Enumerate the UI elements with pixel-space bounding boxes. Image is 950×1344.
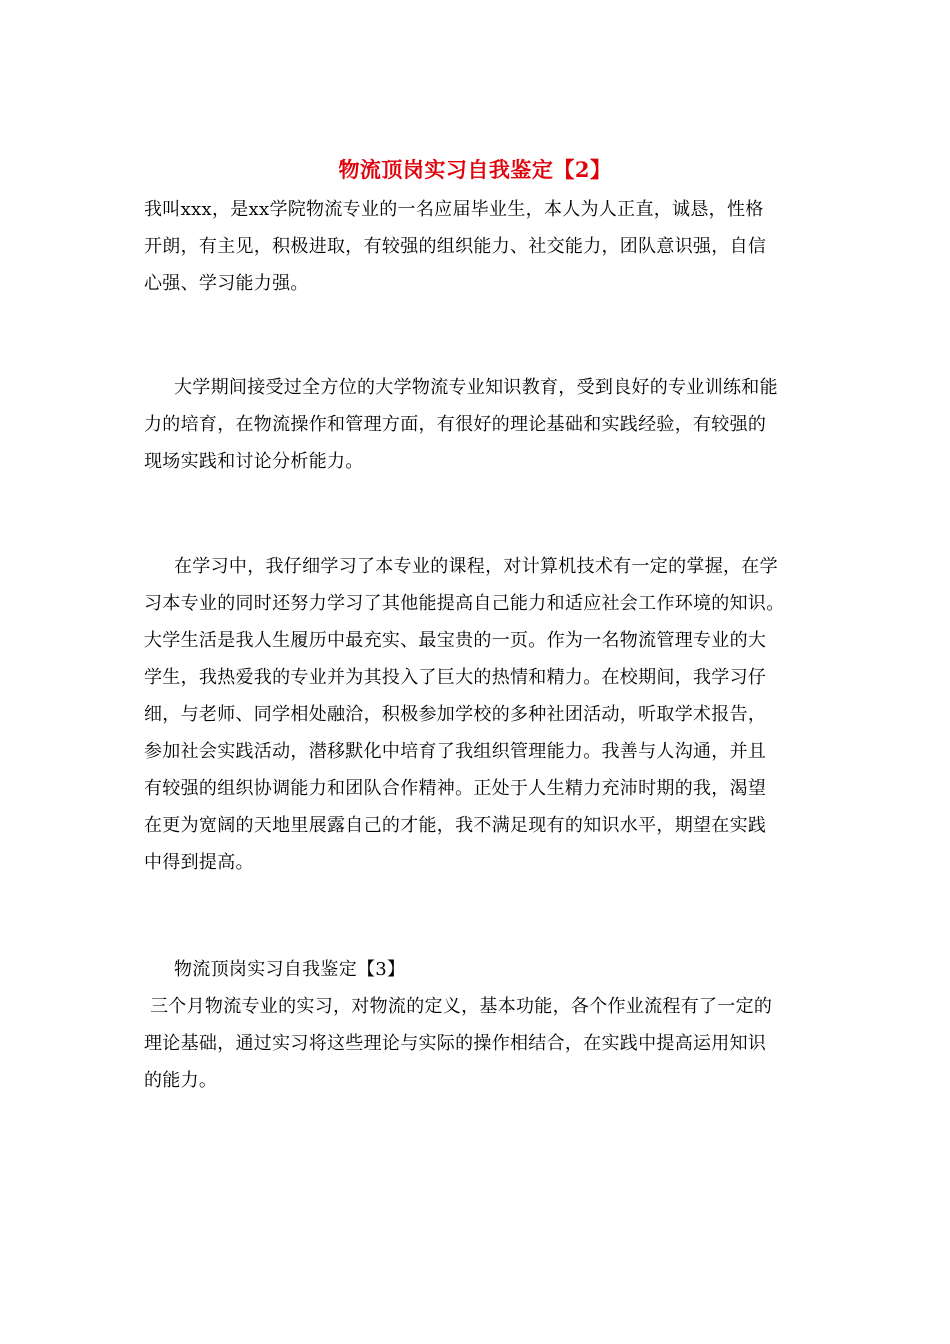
paragraph-line: 习本专业的同时还努力学习了其他能提高自己能力和适应社会工作环境的知识。 bbox=[144, 593, 785, 614]
paragraph-line: 心强、学习能力强。 bbox=[144, 273, 309, 294]
section-subheading-block bbox=[144, 951, 812, 988]
paragraph-line: 开朗，有主见，积极进取，有较强的组织能力、社交能力，团队意识强，自信 bbox=[144, 236, 767, 257]
paragraph-line: 在更为宽阔的天地里展露自己的才能，我不满足现有的知识水平，期望在实践 bbox=[144, 815, 767, 836]
paragraph-education bbox=[144, 369, 812, 480]
paragraph-line: 现场实践和讨论分析能力。 bbox=[144, 451, 364, 472]
paragraph-line: 中得到提高。 bbox=[144, 852, 254, 873]
document-title: 物流顶岗实习自我鉴定【2】 bbox=[338, 157, 612, 182]
paragraph-line: 大学期间接受过全方位的大学物流专业知识教育，受到良好的专业训练和能 bbox=[174, 377, 778, 398]
paragraph-line: 的能力。 bbox=[144, 1070, 218, 1091]
section-subheading: 物流顶岗实习自我鉴定【3】 bbox=[174, 959, 406, 980]
paragraph-line: 理论基础，通过实习将这些理论与实际的操作相结合，在实践中提高运用知识 bbox=[144, 1033, 767, 1054]
paragraph-line: 有较强的组织协调能力和团队合作精神。正处于人生精力充沛时期的我，渴望 bbox=[144, 778, 767, 799]
paragraph-line: 三个月物流专业的实习，对物流的定义，基本功能，各个作业流程有了一定的 bbox=[150, 996, 773, 1017]
paragraph-line: 力的培育，在物流操作和管理方面，有很好的理论基础和实践经验，有较强的 bbox=[144, 414, 767, 435]
paragraph-intro bbox=[144, 191, 812, 302]
paragraph-study bbox=[144, 548, 812, 881]
paragraph-line: 我叫xxx，是xx学院物流专业的一名应届毕业生，本人为人正直，诚恳，性格 bbox=[144, 199, 764, 220]
paragraph-line: 大学生活是我人生履历中最充实、最宝贵的一页。作为一名物流管理专业的大 bbox=[144, 630, 767, 651]
paragraph-line: 在学习中，我仔细学习了本专业的课程，对计算机技术有一定的掌握，在学 bbox=[174, 556, 778, 577]
paragraph-line: 学生，我热爱我的专业并为其投入了巨大的热情和精力。在校期间，我学习仔 bbox=[144, 667, 767, 688]
paragraph-line: 参加社会实践活动，潜移默化中培育了我组织管理能力。我善与人沟通，并且 bbox=[144, 741, 767, 762]
paragraph-line: 细，与老师、同学相处融洽，积极参加学校的多种社团活动，听取学术报告， bbox=[144, 704, 767, 725]
paragraph-internship bbox=[144, 988, 812, 1099]
